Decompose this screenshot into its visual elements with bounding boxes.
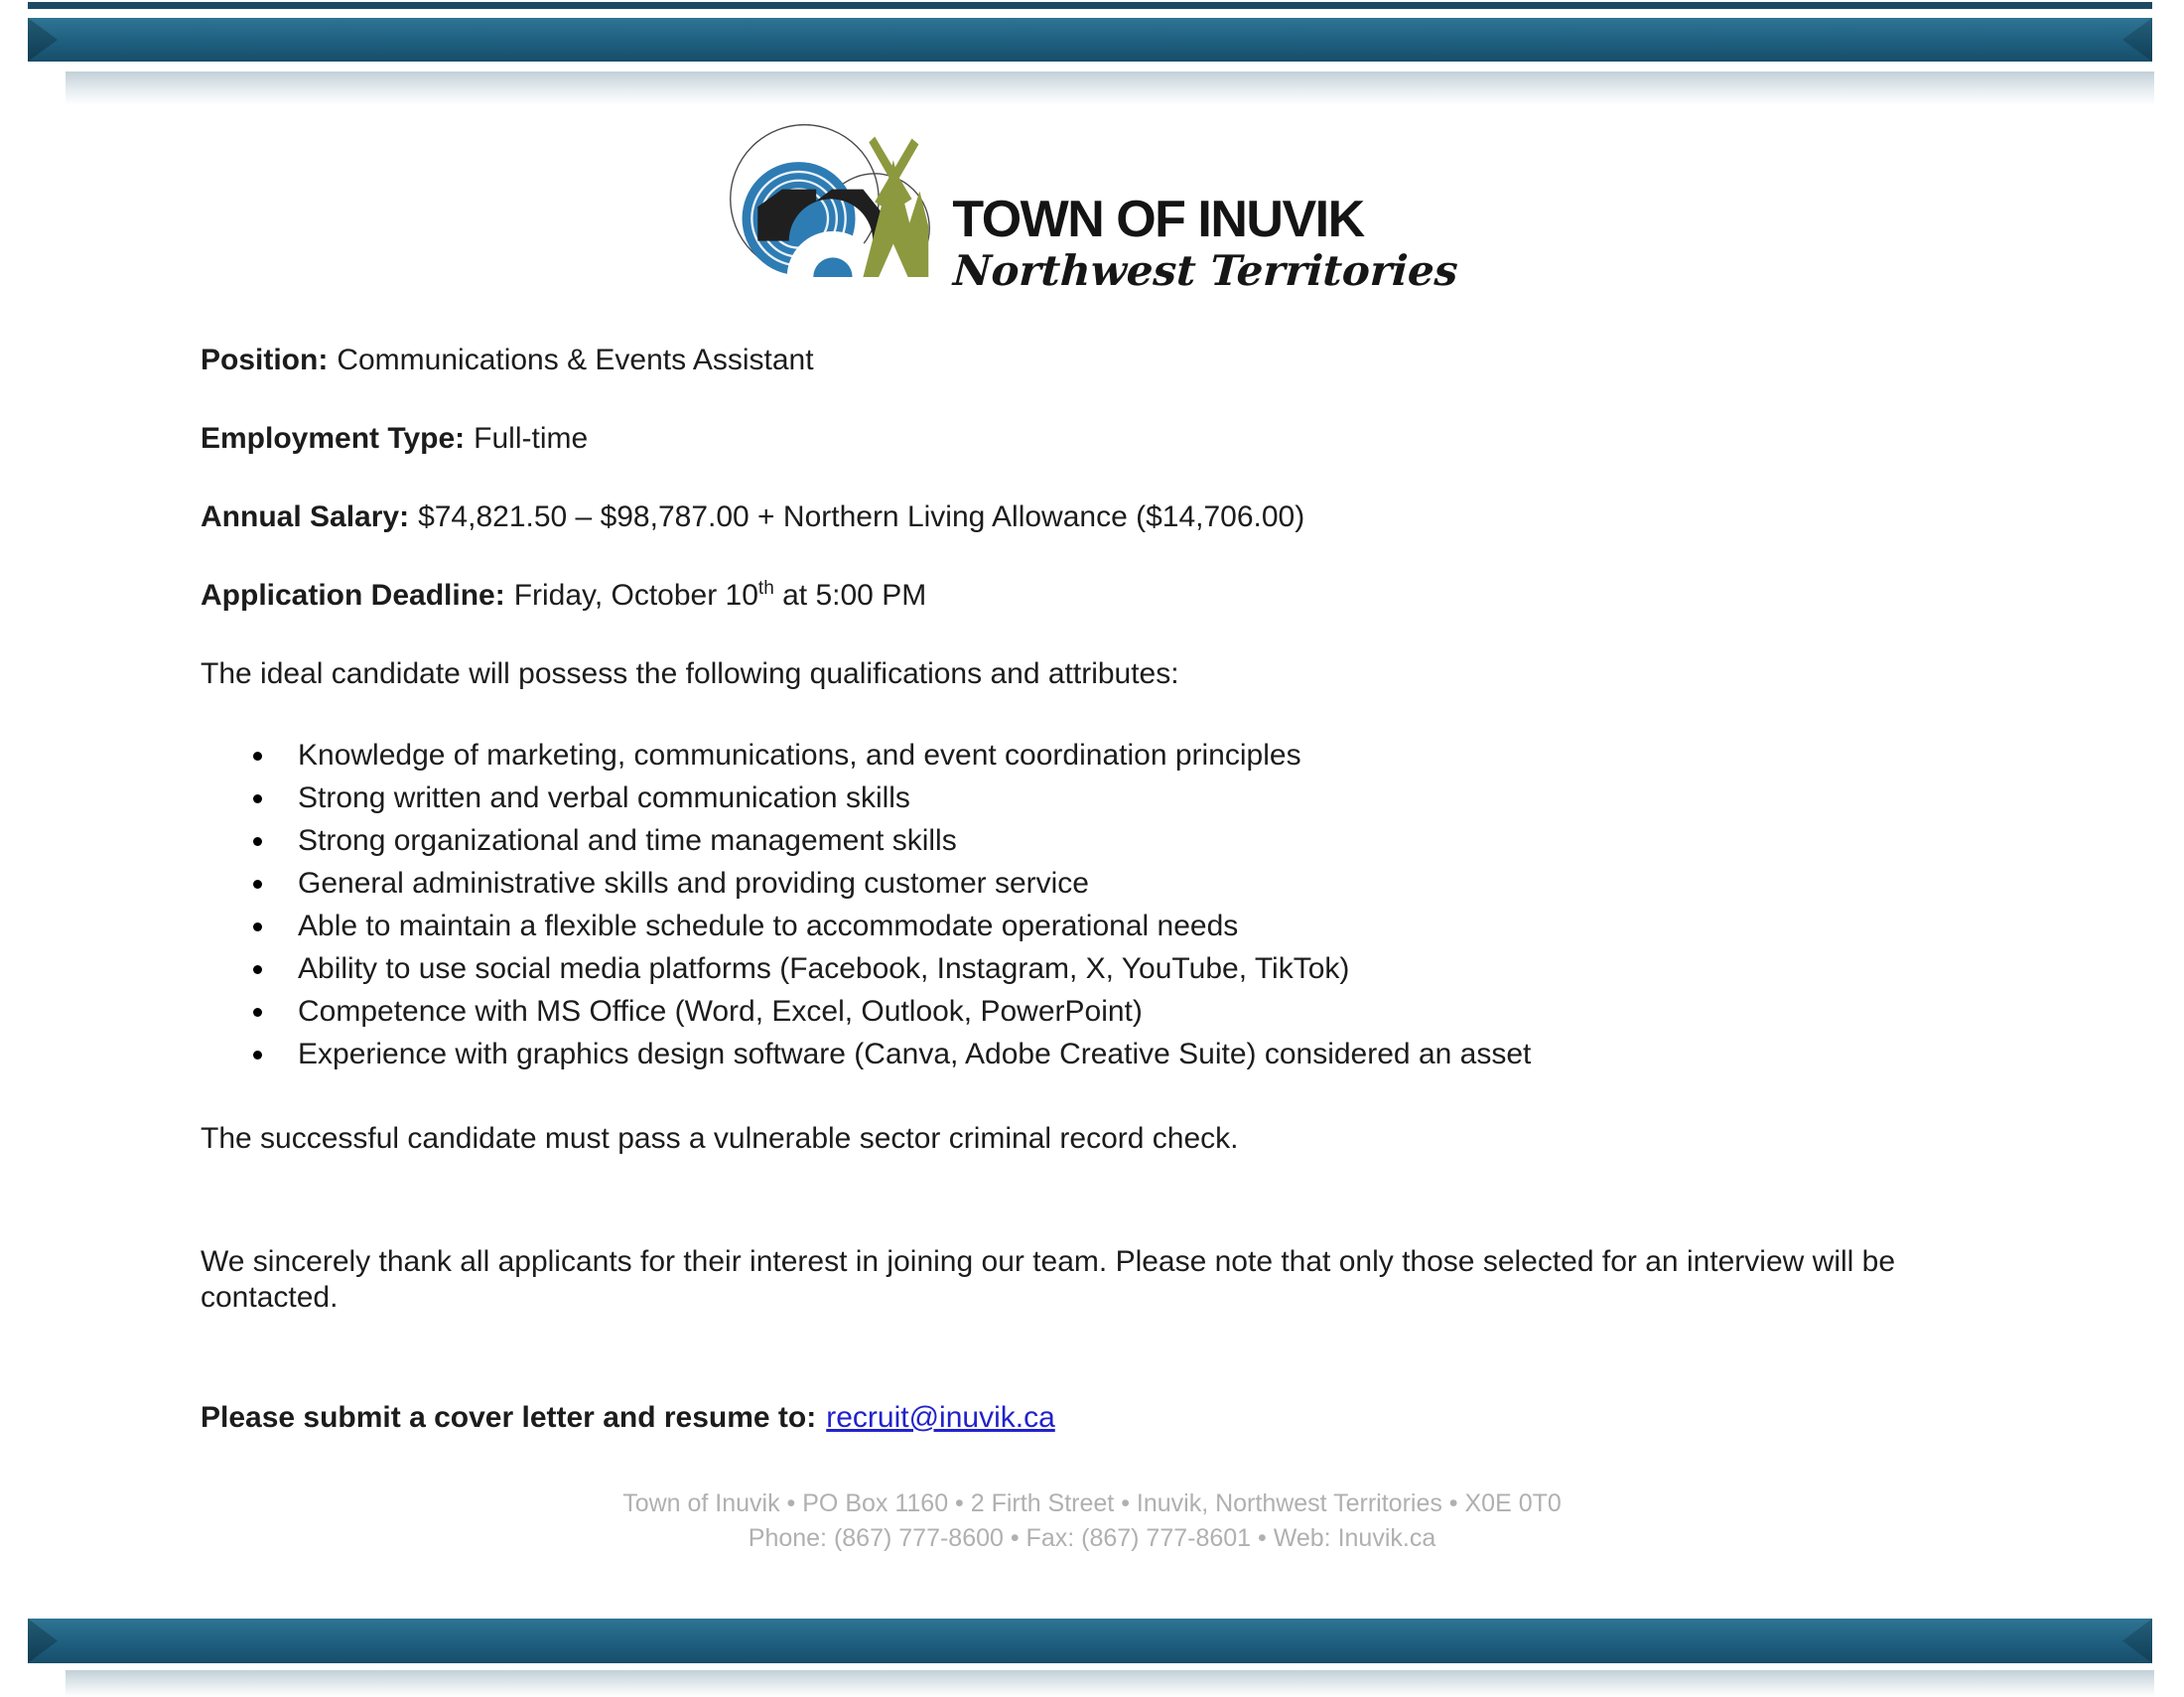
- top-navy-strip: [28, 2, 2152, 9]
- field-deadline-time: at 5:00 PM: [773, 579, 927, 612]
- top-teal-bar: [28, 18, 2152, 62]
- field-employment-label: Employment Type:: [201, 422, 466, 455]
- field-position-value: Communications & Events Assistant: [337, 344, 814, 376]
- field-salary-value: $74,821.50 – $98,787.00 + Northern Living Allowance ($14,706.00): [418, 500, 1305, 533]
- intro-paragraph: The ideal candidate will possess the following qualifications and attributes:: [201, 657, 1179, 690]
- field-employment-value: Full-time: [474, 422, 589, 455]
- list-item: Strong written and verbal communication skills: [201, 777, 1918, 819]
- logo-subtitle: Northwest Territories: [952, 246, 1460, 295]
- thanks-paragraph: We sincerely thank all applicants for their interest in joining our team. Please note that only those selected for an interview will be contacted.: [201, 1245, 1896, 1314]
- bottom-bar-reflection: [66, 1670, 2154, 1697]
- list-item: Able to maintain a flexible schedule to accommodate operational needs: [201, 905, 1918, 947]
- logo-text-block: [952, 109, 1460, 295]
- header: [0, 109, 2184, 295]
- list-item: Strong organizational and time management skills: [201, 819, 1918, 862]
- record-check-paragraph: The successful candidate must pass a vulnerable sector criminal record check.: [201, 1122, 1239, 1155]
- ordinal-superscript: th: [757, 578, 774, 599]
- field-annual-salary: [201, 498, 1918, 536]
- field-position-label: Position:: [201, 344, 329, 376]
- submit-label: Please submit a cover letter and resume to:: [201, 1401, 817, 1434]
- field-deadline-value: Friday, October 10: [513, 579, 758, 612]
- field-deadline-label: Application Deadline:: [201, 579, 505, 612]
- list-item: General administrative skills and providing customer service: [201, 862, 1918, 905]
- list-item: Knowledge of marketing, communications, and event coordination principles: [201, 734, 1918, 777]
- qualifications-list: [201, 734, 1918, 1075]
- list-item: Experience with graphics design software (Canva, Adobe Creative Suite) considered an asset: [201, 1033, 1918, 1075]
- field-salary-label: Annual Salary:: [201, 500, 410, 533]
- page-footer: [0, 1486, 2184, 1556]
- field-position: [201, 342, 1918, 379]
- top-bar-reflection: [66, 71, 2154, 105]
- posting-body: [201, 342, 1918, 1437]
- footer-contact-line: Phone: (867) 777-8600 • Fax: (867) 777-8601 • Web: Inuvik.ca: [748, 1524, 1436, 1552]
- town-of-inuvik-logo-icon: [727, 109, 930, 280]
- bottom-teal-bar: [28, 1619, 2152, 1663]
- submit-instruction: [201, 1399, 1918, 1437]
- recruit-email-link[interactable]: recruit@inuvik.ca: [826, 1401, 1055, 1434]
- field-application-deadline: [201, 577, 1918, 615]
- footer-address-line: Town of Inuvik • PO Box 1160 • 2 Firth Street • Inuvik, Northwest Territories • X0E 0T0: [622, 1489, 1562, 1517]
- logo-title: TOWN OF INUVIK: [952, 191, 1364, 248]
- list-item: Ability to use social media platforms (Facebook, Instagram, X, YouTube, TikTok): [201, 947, 1918, 990]
- field-employment-type: [201, 420, 1918, 458]
- list-item: Competence with MS Office (Word, Excel, Outlook, PowerPoint): [201, 990, 1918, 1033]
